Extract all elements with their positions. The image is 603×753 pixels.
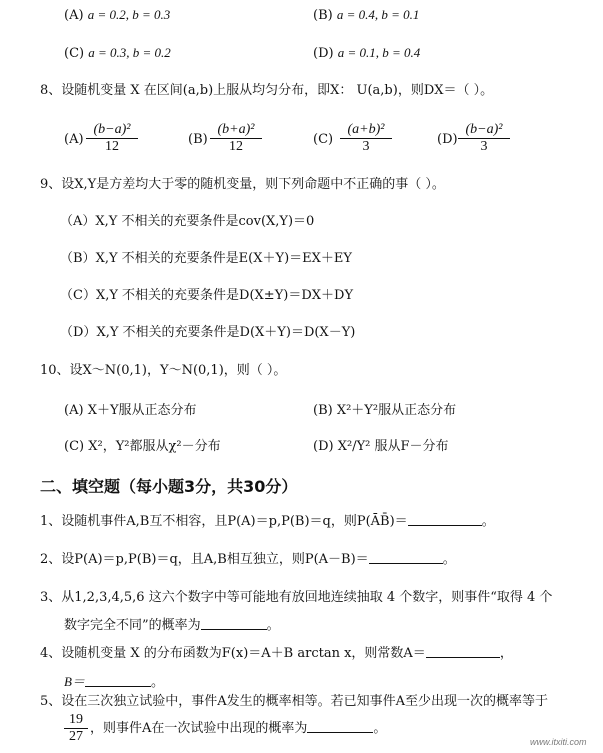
- section-2-title: 二、填空题（每小题3分，共30分）: [40, 477, 298, 496]
- q8-option-d-fraction: $\frac{\text{(b−a)²}}{3}$: [458, 122, 510, 155]
- answer-blank-4b[interactable]: [85, 674, 151, 687]
- fill-question-4-line2: B＝ 。: [64, 674, 164, 690]
- q9-option-b: （B）X,Y 不相关的充要条件是E(X＋Y)＝EX＋EY: [60, 251, 352, 266]
- q8-option-b-label: (B): [188, 132, 208, 147]
- q7-option-a: (A) a = 0.2, b = 0.3: [64, 7, 171, 23]
- q10-stem: 10、设X～N(0,1)，Y～N(0,1)，则（ ）。: [40, 363, 287, 378]
- q8-stem: 8、设随机变量 X 在区间(a,b)上服从均匀分布，即X： U(a,b)，则DX＝（ ）。: [40, 83, 494, 98]
- fill-question-3-line1: 3、从1,2,3,4,5,6 这六个数字中等可能地有放回地连续抽取 4 个数字，则事件“取得 4 个: [40, 590, 553, 605]
- q10-option-c: (C) X²，Y²都服从χ²－分布: [64, 439, 221, 454]
- q7-option-b: (B) a = 0.4, b = 0.1: [313, 7, 420, 23]
- q9-option-d: （D）X,Y 不相关的充要条件是D(X＋Y)＝D(X－Y): [60, 325, 356, 340]
- q9-stem: 9、设X,Y是方差均大于零的随机变量，则下列命题中不正确的事（ ）。: [40, 177, 445, 192]
- fill-question-5-line1: 5、设在三次独立试验中，事件A发生的概率相等。若已知事件A至少出现一次的概率等于: [40, 694, 549, 709]
- q8-option-c-label: (C): [313, 132, 334, 147]
- fill-question-5-line2: ，则事件A在一次试验中出现的概率为 。: [90, 721, 387, 736]
- answer-blank-1[interactable]: [408, 513, 482, 526]
- q10-option-b: (B) X²＋Y²服从正态分布: [313, 403, 457, 418]
- fill-question-4-line1: 4、设随机变量 X 的分布函数为F(x)＝A＋B arctan x，则常数A＝ ，: [40, 646, 513, 661]
- q8-option-c-fraction: $\frac{\text{(a+b)²}}{3}$: [340, 122, 392, 155]
- answer-blank-3[interactable]: [201, 617, 267, 630]
- fill-question-3-line2: 数字完全不同”的概率为 。: [64, 618, 280, 633]
- q7-option-d: (D) a = 0.1, b = 0.4: [313, 45, 421, 61]
- q8-option-a-fraction: $\frac{\text{(b−a)²}}{12}$: [86, 122, 138, 155]
- q9-option-c: （C）X,Y 不相关的充要条件是D(X±Y)＝DX＋DY: [60, 288, 354, 303]
- watermark: www.itxiti.com: [530, 737, 587, 747]
- q9-option-a: （A）X,Y 不相关的充要条件是cov(X,Y)＝0: [60, 214, 315, 229]
- q8-option-d-label: (D): [437, 132, 458, 147]
- q8-option-b-fraction: $\frac{\text{(b+a)²}}{12}$: [210, 122, 262, 155]
- answer-blank-5[interactable]: [307, 720, 373, 733]
- answer-blank-2[interactable]: [369, 551, 443, 564]
- q10-option-d: (D) X²/Y² 服从F－分布: [313, 439, 449, 454]
- q7-option-c: (C) a = 0.3, b = 0.2: [64, 45, 171, 61]
- q10-option-a: (A) X＋Y服从正态分布: [64, 403, 197, 418]
- fill-question-1: 1、设随机事件A,B互不相容，且P(A)＝p,P(B)＝q，则P(ĀB̄)＝ 。: [40, 514, 495, 529]
- fill-question-2: 2、设P(A)＝p,P(B)＝q，且A,B相互独立，则P(A－B)＝ 。: [40, 552, 456, 567]
- fill-question-5-fraction: $\frac{19}{27}$: [64, 712, 88, 745]
- answer-blank-4a[interactable]: [426, 645, 500, 658]
- q8-option-a-label: (A): [64, 132, 84, 147]
